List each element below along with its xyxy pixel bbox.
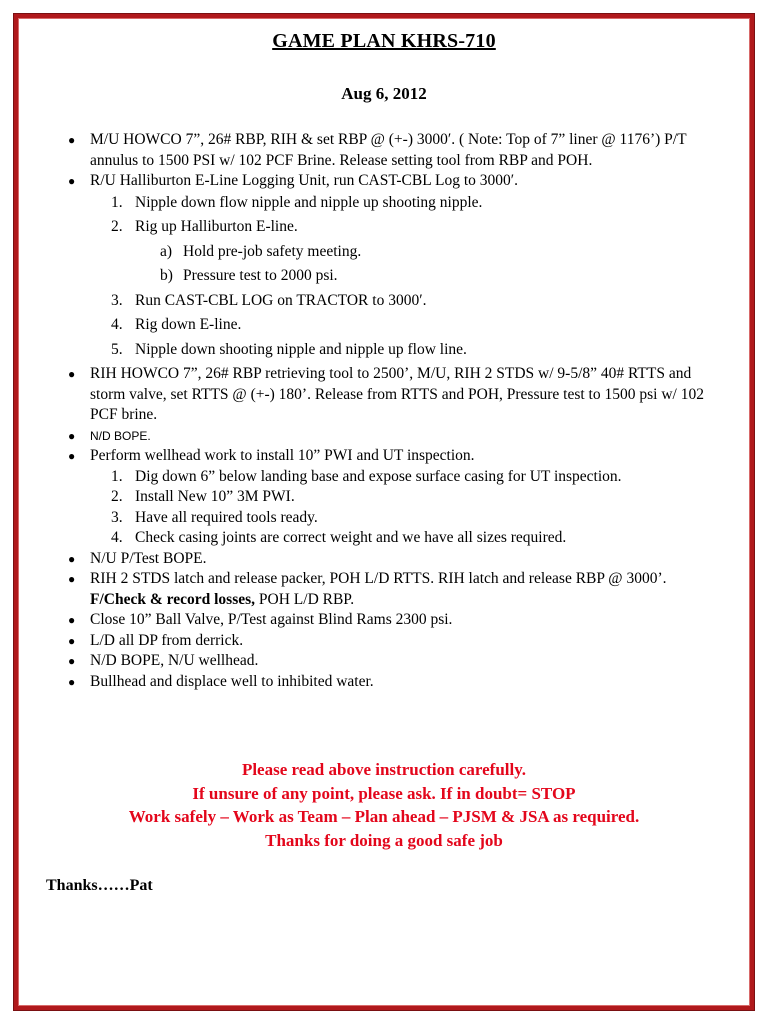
sub-list-item: 3. Run CAST-CBL LOG on TRACTOR to 3000′. — [111, 291, 427, 309]
notice-line: Work safely – Work as Team – Plan ahead – PJSM & JSA as required. — [128, 807, 640, 826]
sub-list-item: 3. Have all required tools ready. — [111, 508, 318, 526]
list-item: ● N/U P/Test BOPE. — [90, 549, 710, 570]
list-item: ● M/U HOWCO 7”, 26# RBP, RIH & set RBP @ (+-) 3000′. ( Note: Top of 7” liner @ 1176’) P/T annulus to 1500 PSI w/ 102 PCF Brine. Release setting tool from RBP and POH. — [68, 131, 687, 169]
list-item: ● N/D BOPE. — [90, 426, 710, 447]
signature: Thanks……Pat — [46, 877, 153, 894]
sub-sub-list-item: a) Hold pre-job safety meeting. — [160, 242, 362, 260]
bullet-icon: ● — [68, 551, 76, 566]
sub-sub-list-item: b) Pressure test to 2000 psi. — [160, 267, 338, 284]
list-item: ● RIH 2 STDS latch and release packer, POH L/D RTTS. RIH latch and release RBP @ 3000’. F/Check & record losses, POH L/D RBP. — [68, 570, 667, 608]
step-list — [68, 130, 710, 692]
notice-line: If unsure of any point, please ask. If in doubt= STOP — [192, 783, 576, 803]
bold-note: F/Check & record losses, — [90, 590, 256, 608]
bullet-icon: ● — [68, 572, 76, 586]
bullet-icon: ● — [68, 613, 76, 627]
bullet-icon: ● — [68, 367, 76, 381]
notice-line: Thanks for doing a good safe job — [265, 830, 503, 850]
bullet-icon: ● — [68, 428, 76, 443]
list-item: ● Bullhead and displace well to inhibited water. — [90, 672, 710, 693]
document-date: Aug 6, 2012 — [341, 84, 427, 103]
bullet-icon: ● — [68, 633, 76, 648]
sub-list-item: 1. Dig down 6” below landing base and expose surface casing for UT inspection. — [111, 467, 622, 485]
bullet-icon: ● — [68, 133, 76, 147]
list-item: ● RIH HOWCO 7”, 26# RBP retrieving tool to 2500’, M/U, RIH 2 STDS w/ 9-5/8” 40# RTTS and storm valve, set RTTS @ (+-) 180’. Release from RTTS and POH, Pressure test to 1500 psi w/ 102 PCF brine. — [68, 365, 704, 423]
sub-list-item: 5. Nipple down shooting nipple and nipple up flow line. — [111, 340, 467, 358]
list-item: ● Close 10” Ball Valve, P/Test against Blind Rams 2300 psi. — [90, 610, 710, 631]
sub-list-item: 4. Check casing joints are correct weight and we have all sizes required. — [111, 529, 567, 546]
sub-list-item: 1. Nipple down flow nipple and nipple up shooting nipple. — [111, 193, 483, 211]
list-item: ● N/D BOPE, N/U wellhead. — [90, 651, 710, 672]
bullet-icon: ● — [68, 654, 76, 668]
sub-list-item: 4. Rig down E-line. — [111, 316, 242, 333]
sub-list-item: 2. Rig up Halliburton E-line. — [111, 218, 298, 235]
document-title: GAME PLAN KHRS-710 — [272, 30, 496, 52]
list-item: ● L/D all DP from derrick. — [90, 631, 710, 652]
list-item: ● R/U Halliburton E-Line Logging Unit, run CAST-CBL Log to 3000′. — [90, 171, 710, 192]
bullet-icon: ● — [68, 674, 76, 689]
list-item: ● Perform wellhead work to install 10” PWI and UT inspection. — [90, 446, 710, 467]
sub-list-item: 2. Install New 10” 3M PWI. — [111, 488, 295, 505]
bullet-icon: ● — [68, 174, 76, 188]
notice-line: Please read above instruction carefully. — [241, 760, 527, 779]
safety-notice — [0, 758, 768, 852]
bullet-icon: ● — [68, 449, 76, 463]
